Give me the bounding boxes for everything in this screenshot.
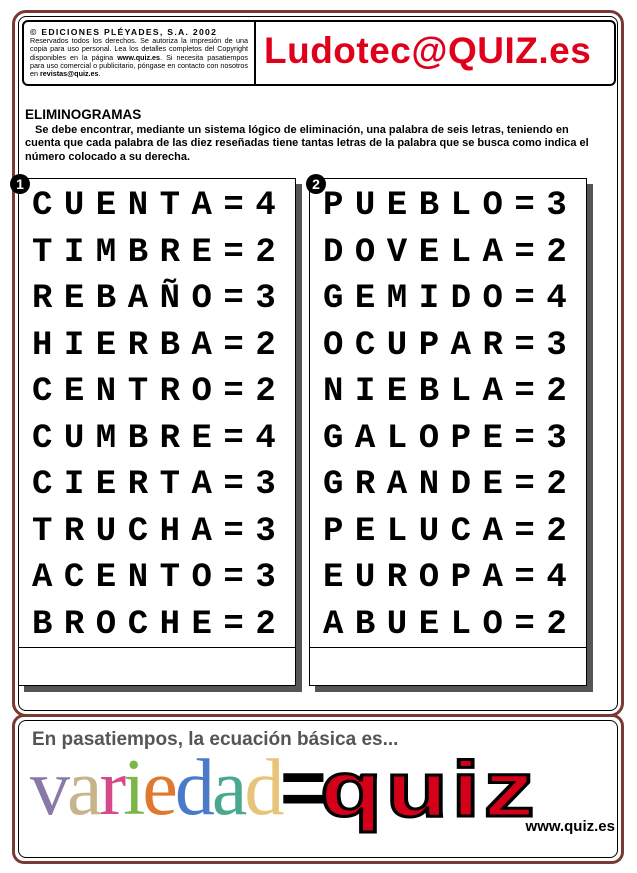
- equals-sign: =: [223, 326, 256, 365]
- equals-sign: =: [514, 466, 547, 505]
- word-text: ABUELO: [323, 605, 515, 644]
- letter-count: 2: [546, 512, 567, 551]
- letter-count: 2: [546, 373, 567, 412]
- variedad-letter: d: [174, 744, 212, 832]
- word-text: TRUCHA: [32, 512, 224, 551]
- copyright-title: © EDICIONES PLÉYADES, S.A. 2002: [30, 27, 218, 37]
- variedad-letter: i: [123, 744, 143, 832]
- word-text: CUMBRE: [32, 419, 224, 458]
- letter-count: 2: [255, 326, 276, 365]
- equals-sign: =: [223, 419, 256, 458]
- equals-sign: =: [514, 605, 547, 644]
- variedad-letter: e: [142, 744, 175, 832]
- header-box: [22, 20, 616, 86]
- copyright-end: .: [98, 69, 101, 79]
- header-divider: [254, 22, 256, 84]
- letter-count: 2: [546, 466, 567, 505]
- letter-count: 4: [255, 187, 276, 226]
- equals-sign: =: [514, 326, 547, 365]
- word-text: CUENTA: [32, 187, 224, 226]
- word-text: GRANDE: [323, 466, 515, 505]
- variedad-letter: a: [67, 744, 100, 832]
- word-row: [323, 230, 567, 277]
- word-text: GEMIDO: [323, 280, 515, 319]
- equals-sign: =: [514, 233, 547, 272]
- word-text: CIERTA: [32, 466, 224, 505]
- word-row: [323, 462, 567, 509]
- letter-count: 2: [546, 233, 567, 272]
- word-text: DOVELA: [323, 233, 515, 272]
- equals-sign: =: [514, 187, 547, 226]
- letter-count: 3: [546, 326, 567, 365]
- word-text: PUEBLO: [323, 187, 515, 226]
- letter-count: 3: [255, 559, 276, 598]
- variedad-letter: d: [244, 744, 282, 832]
- word-row: [323, 183, 567, 230]
- word-row: [323, 416, 567, 463]
- equals-sign: =: [223, 373, 256, 412]
- word-text: BROCHE: [32, 605, 224, 644]
- quiz-logo-text: quiz: [320, 745, 539, 833]
- equals-sign: =: [514, 373, 547, 412]
- word-row: [323, 555, 567, 602]
- word-text: TIMBRE: [32, 233, 224, 272]
- panel-1-word-list: [32, 183, 276, 648]
- letter-count: 2: [255, 605, 276, 644]
- equals-sign: =: [223, 605, 256, 644]
- panel-2-word-list: [323, 183, 567, 648]
- word-row: [32, 602, 276, 649]
- equals-sign: =: [223, 280, 256, 319]
- equals-sign: =: [514, 512, 547, 551]
- letter-count: 3: [546, 419, 567, 458]
- letter-count: 2: [255, 373, 276, 412]
- equals-sign: =: [514, 419, 547, 458]
- letter-count: 4: [546, 559, 567, 598]
- letter-count: 3: [255, 512, 276, 551]
- word-text: HIERBA: [32, 326, 224, 365]
- word-row: [32, 276, 276, 323]
- word-text: REBAÑO: [32, 280, 224, 319]
- equals-sign: =: [223, 466, 256, 505]
- word-text: NIEBLA: [323, 373, 515, 412]
- word-text: ACENTO: [32, 559, 224, 598]
- ad-variedad-word: [30, 744, 282, 832]
- letter-count: 4: [255, 419, 276, 458]
- word-row: [323, 369, 567, 416]
- word-row: [32, 462, 276, 509]
- letter-count: 2: [546, 605, 567, 644]
- brand-title: Ludotec@QUIZ.es: [264, 30, 592, 71]
- panel-1-number-badge: 1: [10, 174, 30, 194]
- word-text: OCUPAR: [323, 326, 515, 365]
- word-row: [323, 509, 567, 556]
- word-row: [32, 416, 276, 463]
- word-text: PELUCA: [323, 512, 515, 551]
- equals-sign: =: [223, 233, 256, 272]
- variedad-letter: v: [30, 744, 67, 832]
- letter-count: 3: [255, 280, 276, 319]
- equals-sign: =: [514, 559, 547, 598]
- copyright-text-2: . Si necesita pasatiempos para uso comercial o publicitario, póngase en contacto con nosotros en: [30, 52, 249, 79]
- letter-count: 3: [255, 466, 276, 505]
- word-row: [32, 183, 276, 230]
- ad-equals-sign: =: [280, 743, 327, 832]
- copyright-text: Reservados todos los derechos. Se autoriza la impresión de una copia para uso personal. Lea los detalles completos del Copyright disponibles en la página: [30, 36, 248, 62]
- word-text: GALOPE: [323, 419, 515, 458]
- ad-tagline: En pasatiempos, la ecuación básica es...: [32, 729, 399, 750]
- variedad-letter: a: [211, 744, 245, 832]
- letter-count: 2: [255, 233, 276, 272]
- equals-sign: =: [223, 512, 256, 551]
- copyright-site-link[interactable]: www.quiz.es: [117, 52, 161, 62]
- word-row: [323, 323, 567, 370]
- equals-sign: =: [223, 559, 256, 598]
- word-text: EUROPA: [323, 559, 515, 598]
- word-row: [32, 323, 276, 370]
- ad-website-link[interactable]: www.quiz.es: [525, 818, 615, 835]
- equals-sign: =: [514, 280, 547, 319]
- letter-count: 3: [546, 187, 567, 226]
- copyright-notice: [30, 27, 248, 78]
- puzzle-title: ELIMINOGRAMAS: [25, 107, 142, 122]
- letter-count: 4: [546, 280, 567, 319]
- word-text: CENTRO: [32, 373, 224, 412]
- variedad-letter: r: [99, 744, 124, 832]
- word-row: [323, 602, 567, 649]
- panel-2-number-badge: 2: [306, 174, 326, 194]
- word-row: [32, 555, 276, 602]
- word-row: [32, 509, 276, 556]
- word-row: [32, 230, 276, 277]
- word-row: [32, 369, 276, 416]
- copyright-email-link[interactable]: revistas@quiz.es: [40, 69, 99, 79]
- word-row: [323, 276, 567, 323]
- equals-sign: =: [223, 187, 256, 226]
- puzzle-instructions: Se debe encontrar, mediante un sistema lógico de eliminación, una palabra de seis letras, teniendo en cuenta que cada palabra de las diez reseñadas tiene tantas letras de la palabra que se busca como indica el número colocado a su derecha.: [25, 124, 589, 163]
